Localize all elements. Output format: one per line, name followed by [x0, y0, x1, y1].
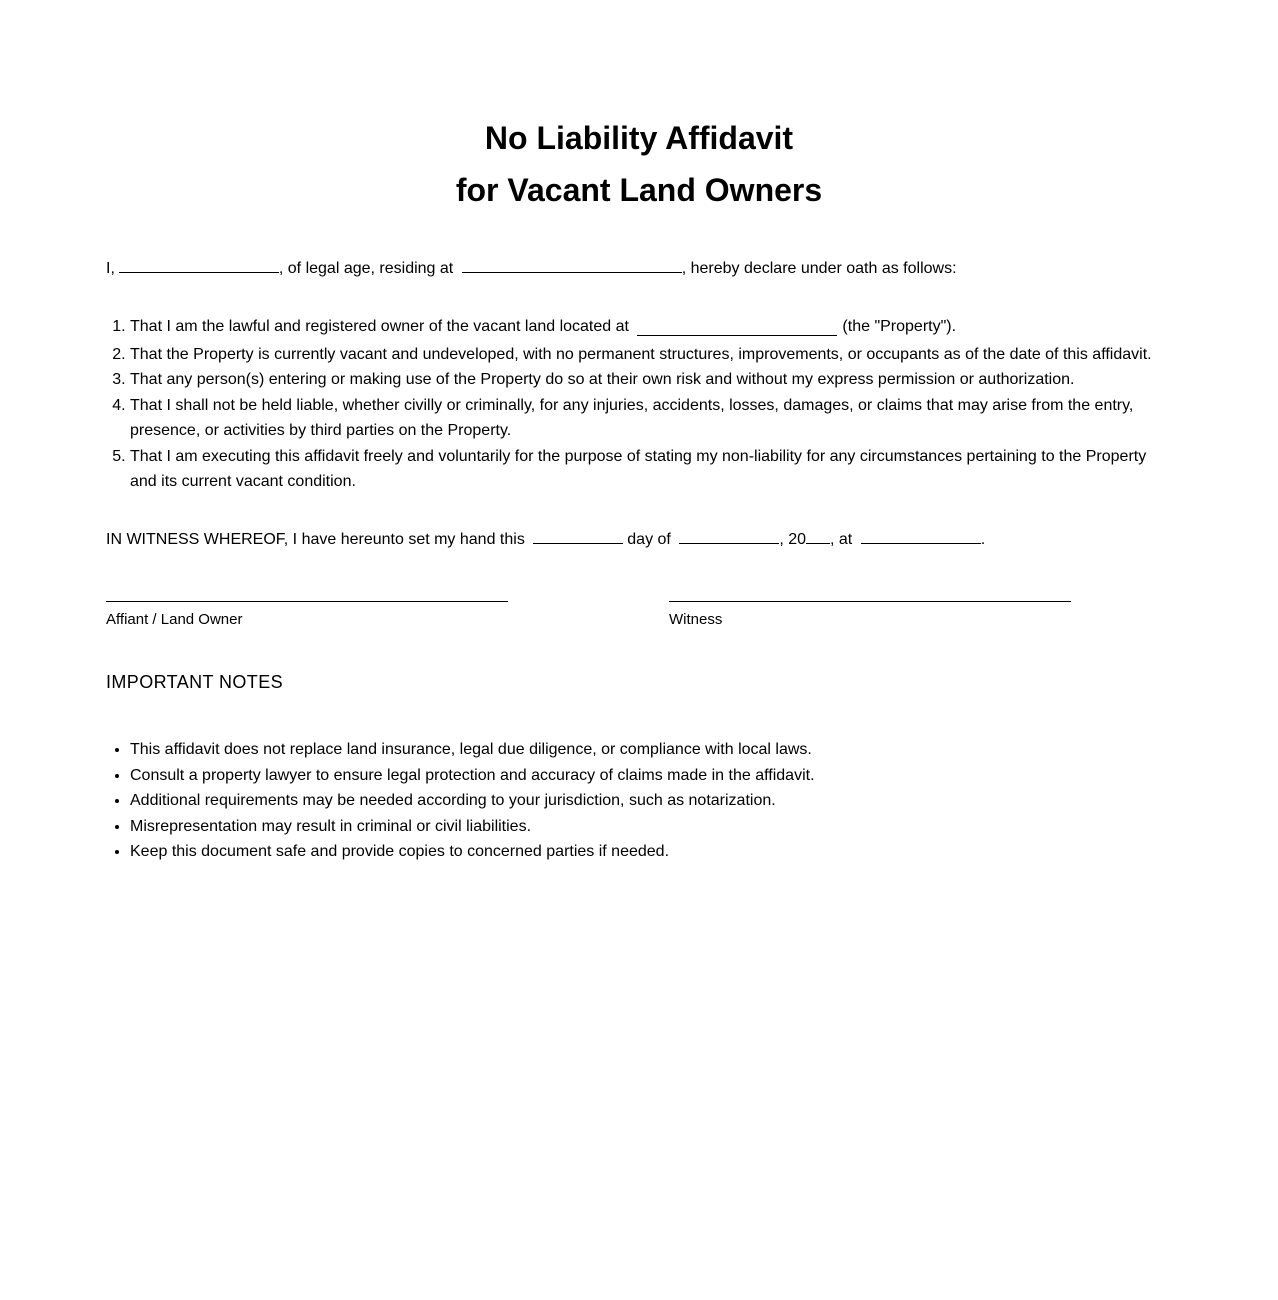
declaration-item-1 — [130, 314, 1166, 340]
declaration-item-4: 4. That I shall not be held liable, whether civilly or criminally, for any injuries, accidents, losses, damages, or claims that may arise from the entry, presence, or activities by third parties on the Property. — [130, 393, 1166, 444]
important-notes-heading: IMPORTANT NOTES — [106, 672, 284, 692]
declaration-item-2: 2. That the Property is currently vacant and undeveloped, with no permanent structures, improvements, or occupants as of the date of this affidavit. — [130, 342, 1166, 368]
witness-signature-line[interactable] — [669, 601, 1071, 602]
declaration-1-before: That I am the lawful and registered owner of the vacant land located at — [130, 318, 629, 335]
property-location-blank[interactable] — [637, 320, 837, 336]
note-item: • This affidavit does not replace land insurance, legal due diligence, or compliance with local laws. — [130, 737, 1106, 763]
witness-signature-label: Witness — [669, 611, 723, 628]
witness-clause-part-4: , at — [830, 531, 853, 548]
intro-statement — [106, 257, 957, 281]
note-item: • Misrepresentation may result in criminal or civil liabilities. — [130, 814, 1106, 840]
witness-clause-part-3: , 20 — [779, 531, 806, 548]
witness-clause-part-5: . — [980, 531, 986, 548]
note-item: • Keep this document safe and provide copies to concerned parties if needed. — [130, 839, 1106, 865]
witness-clause-part-1: IN WITNESS WHEREOF, I have hereunto set my hand this — [106, 531, 525, 548]
intro-mid: , of legal age, residing at — [278, 260, 454, 277]
month-blank[interactable] — [679, 529, 779, 544]
declaration-item-3: 3. That any person(s) entering or making use of the Property do so at their own risk and without my express permission or authorization. — [130, 367, 1166, 393]
important-notes-list — [106, 737, 1106, 865]
witness-clause — [106, 528, 985, 552]
place-blank[interactable] — [861, 529, 981, 544]
declaration-1-after: (the "Property"). — [842, 318, 957, 335]
day-blank[interactable] — [533, 529, 623, 544]
residence-address-blank[interactable] — [462, 258, 682, 273]
document-title-line-1: No Liability Affidavit — [484, 120, 794, 156]
declarations-list — [106, 314, 1166, 495]
note-item: • Consult a property lawyer to ensure legal protection and accuracy of claims made in the affidavit. — [130, 763, 1106, 789]
declaration-item-5: 5. That I am executing this affidavit freely and voluntarily for the purpose of stating my non-liability for any circumstances pertaining to the Property and its current vacant condition. — [130, 444, 1166, 495]
intro-prefix: I, — [106, 260, 115, 277]
affiant-signature-label: Affiant / Land Owner — [106, 611, 243, 628]
witness-clause-part-2: day of — [627, 531, 671, 548]
intro-suffix: , hereby declare under oath as follows: — [681, 260, 957, 277]
note-item: • Additional requirements may be needed according to your jurisdiction, such as notarization. — [130, 788, 1106, 814]
year-blank[interactable] — [806, 529, 830, 544]
affiant-name-blank[interactable] — [119, 258, 279, 273]
affiant-signature-line[interactable] — [106, 601, 508, 602]
document-title-line-2: for Vacant Land Owners — [455, 172, 823, 208]
